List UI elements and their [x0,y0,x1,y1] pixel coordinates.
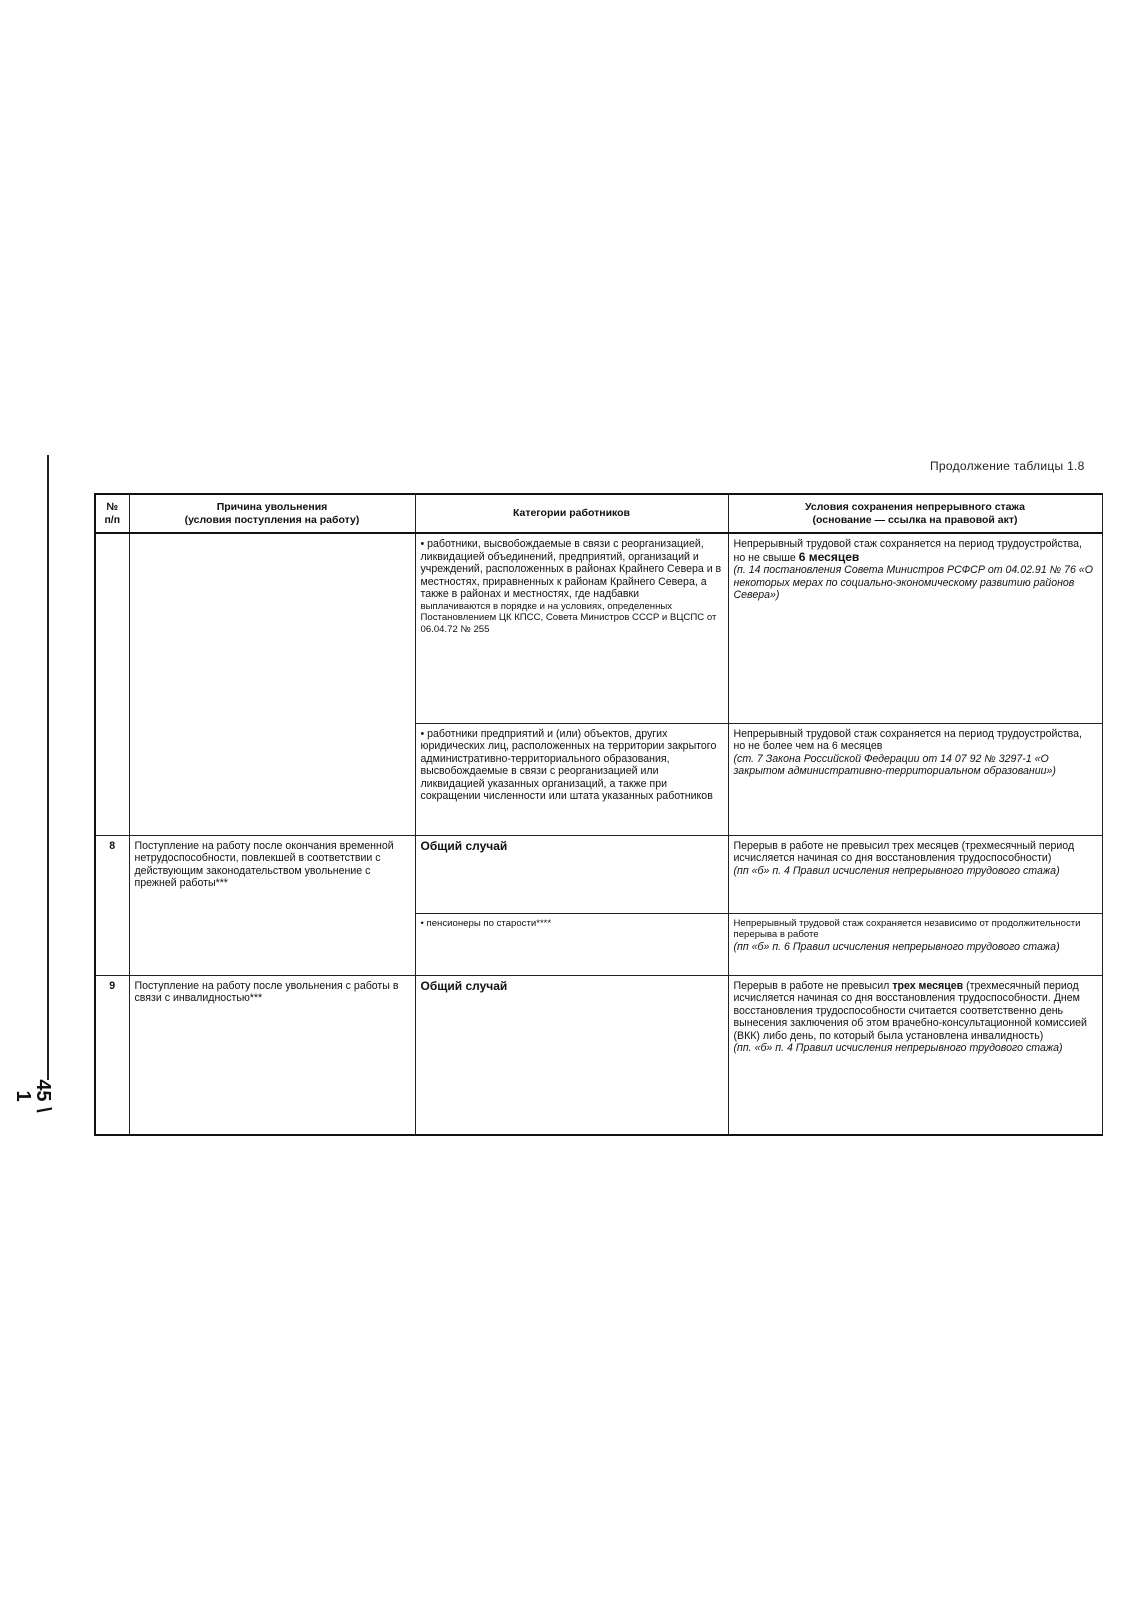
cell-conditions [728,533,1102,723]
cell-conditions [728,975,1102,1135]
header-reason-title: Причина увольнения [216,501,328,513]
table-row [95,533,1102,723]
conditions-reference: (пп. «б» п. 4 Правил исчисления непрерывного трудового стажа) [733,1042,1063,1054]
conditions-reference: (п. 14 постановления Совета Министров РСФСР от 04.02.91 № 76 «О некоторых мерах по социально-экономическому развитию районов Севера») [733,564,1093,601]
cell-category [415,913,728,975]
category-general-case: Общий случай [420,978,508,993]
page-number: 45 \ 1 [12,1079,54,1113]
cell-category [415,835,728,913]
conditions-text-continued: (трехмесячный период исчисляется начиная со дня восстановления трудоспособности. Днем восстановления трудоспособности считается соответственно день вынесения заключения об этом врачебно-консультационной комиссией (ВКК) либо день, по который была установлена инвалидность) [733,979,1087,1042]
cell-conditions [728,835,1102,913]
conditions-term: трех месяцев [892,979,964,992]
header-reason [129,494,415,533]
cell-category [415,533,728,723]
cell-conditions [728,913,1102,975]
cell-number: 9 [95,975,129,1135]
cell-number: 8 [95,835,129,975]
cell-number-empty [95,533,129,835]
header-number [95,494,129,533]
cell-conditions [728,723,1102,835]
header-category: Категории работников [415,494,728,533]
cell-category [415,975,728,1135]
header-conditions-sub: (основание — ссылка на правовой акт) [812,513,1018,526]
margin-rule [47,455,49,1080]
conditions-reference: (ст. 7 Закона Российской Федерации от 14 07 92 № 3297-1 «О закрытом административно-территориальном образовании») [733,752,1056,777]
table-header-row [95,494,1102,533]
conditions-term: 6 месяцев [798,549,860,564]
dismissal-conditions-table [94,493,1103,1136]
conditions-text: Перерыв в работе не превысил трех месяцев (трехмесячный период исчисляется начиная со дня восстановления трудоспособности) [733,839,1075,864]
cell-reason: Поступление на работу после окончания временной нетрудоспособности, повлекшей в соответствии с действующим законодательством увольнение с прежней работы*** [129,835,415,975]
cell-reason-empty [129,533,415,835]
conditions-text: Перерыв в работе не превысил [733,979,893,992]
category-text: • работники предприятий и (или) объектов, других юридических лиц, расположенных на территории закрытого административно-территориального образования, высвобождаемые в связи с реорганизацией или ликвидацией указанных организаций, а также при сокращении численности или штата указанных работников [420,727,717,802]
conditions-reference: (пп «б» п. 6 Правил исчисления непрерывного трудового стажа) [733,940,1060,953]
header-number-top: № [106,501,119,513]
category-general-case: Общий случай [420,838,508,853]
table-continuation-label: Продолжение таблицы 1.8 [930,459,1085,473]
cell-category [415,723,728,835]
category-text: • работники, высвобождаемые в связи с реорганизацией, ликвидацией объединений, предприятий, организаций и учреждений, расположенных в районах Крайнего Севера и в местностях, приравненных к районам Крайнего Севера, а также в районах и местностях, где надбавки [420,538,722,600]
conditions-reference: (пп «б» п. 4 Правил исчисления непрерывного трудового стажа) [733,864,1060,877]
header-number-bottom: п/п [104,513,121,526]
header-reason-sub: (условия поступления на работу) [184,513,360,526]
table-row [95,835,1102,913]
conditions-text: Непрерывный трудовой стаж сохраняется независимо от продолжительности перерыва в работе [733,917,1081,940]
category-text-small: выплачиваются в порядке и на условиях, определенных Постановлением ЦК КПСС, Совета Министров СССР и ВЦСПС от 06.04.72 № 255 [420,600,717,635]
header-conditions [728,494,1102,533]
table-row [95,975,1102,1135]
conditions-text: Непрерывный трудовой стаж сохраняется на период трудоустройства, но не свыше [733,538,1082,564]
cell-reason: Поступление на работу после увольнения с работы в связи с инвалидностью*** [129,975,415,1135]
category-text: • пенсионеры по старости**** [420,917,552,929]
header-conditions-title: Условия сохранения непрерывного стажа [805,501,1025,513]
conditions-text: Непрерывный трудовой стаж сохраняется на период трудоустройства, но не более чем на 6 месяцев [733,727,1082,752]
